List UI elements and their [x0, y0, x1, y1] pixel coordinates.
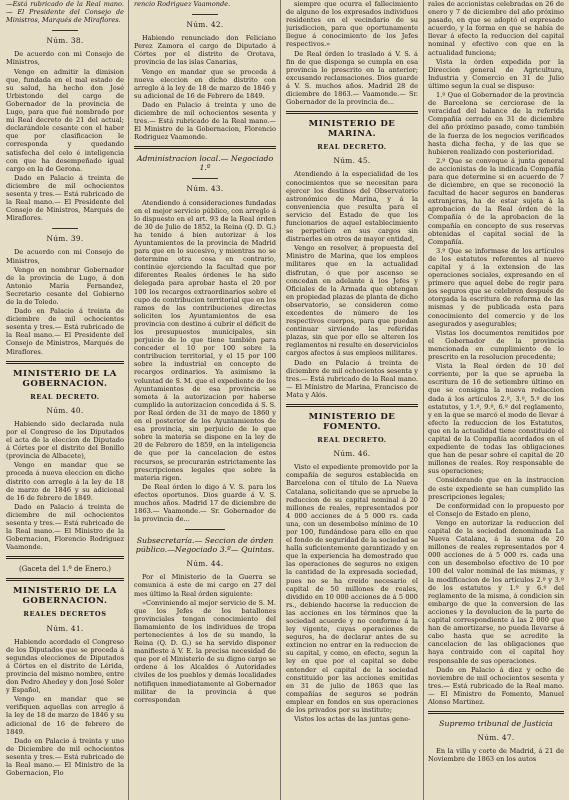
separator	[185, 529, 225, 530]
continued-line: rencio Rodriguez Vaamonde.	[134, 0, 231, 8]
separator	[192, 178, 218, 179]
section-heading: Supremo tribunal de Justicia	[439, 719, 553, 729]
section-rule	[428, 711, 564, 714]
column-4	[428, 0, 564, 800]
paragraph: En la villa y corte de Madrid, á 21 de Noviembre de 1863 en los autos	[428, 747, 564, 764]
paragraph: Vengo en resolver, á propuesta del Ministro de Marina, que los empleos militares que en la actualidad disfrutan, ó que por ascenso se concedan en adelante á los Jefes y Oficiales de la Armada que obtengan en propiedad plazas de planta de dicho observatorio, se consideren como excedentes de número de los respectivos cuerpos, para que puedan continuar sirviendo las referidas plazas, sin que por ello se alteren los reglamentos ni resulte en deserviciolos cargos afectos á sus empleos militares.	[286, 244, 418, 358]
paragraph: Vistos los actas de las juntas gene-	[294, 715, 411, 724]
paragraph: De Real órden lo digo á V. S. para los efectos oportunos. Dios guarde á V. S. muchos años. Madrid 17 de diciembre de 1863.— Vaamonde.— Sr. Gobernador de la provincia de...	[134, 482, 276, 524]
paragraph: Dado en Palacio á treinta de diciembre de mil ochocientos sesenta y tres.— Está rubricado de la Real mano.— El Ministro de la Gobernacion, Florencio Rodriguez Vaamonde.	[6, 502, 124, 552]
paragraph: Habiendo acordado el Congreso de los Diputados que se proceda á segundas elecciones de Diputados á Córtes en el distrito de Lérida, provincia del mismo nombre, entre don Pedro Ahedey y don José Soler y Español,	[6, 637, 124, 695]
column-1	[6, 0, 124, 800]
decree-number: Núm. 47.	[477, 733, 515, 743]
decree-number: Núm. 45.	[333, 156, 371, 166]
paragraph: 3.º Que se informase de los artículos de los estatutos referentes al nuevo capital y á la extension de las operaciones sociales, expresando en el primero que aquel debe de regir para los seguros que se celebren después de otorgada la escritura de reforma de las mismas y de publicada esta para conocimiento del comercio y de los asegurados y asegurables;	[428, 246, 564, 328]
paragraph: Considerando que en la instruccion de este expediente se han cumplido las prescripciones legales;	[428, 476, 564, 501]
decree-number: Núm. 44.	[186, 559, 224, 569]
paragraph: Vengo en mandar que se proceda á nueva eleccion en dicho distrito con arreglo á la ley de 18 de marzo de 1846 y su adicional de 16 de Febrero de 1849.	[134, 67, 276, 100]
section-rule	[286, 111, 418, 114]
paragraph: Dado en Palacio á treinta y uno de diciembre de mil ochocientos sesenta y tres.— Está rubricado de la Real mano.— El Ministro de la Gobernacion, Florencio Rodriguez Vaamonde.	[134, 100, 276, 142]
column-3	[286, 0, 418, 800]
paragraph: Vengo en mandar que se verifiquen aquellas con arreglo á la ley de 18 de marzo de 1846 y su adicional de 16 de febrero de 1849.	[6, 695, 124, 736]
paragraph: De conformidad con lo propuesto por el Consejo de Estado en pleno,	[428, 501, 564, 518]
real-decreto-heading: REAL DECRETO.	[30, 392, 100, 401]
separator	[52, 30, 78, 31]
paragraph: Dado en Palacio á diez y ocho de noviembre de mil ochocientos sesenta y tres.— Está rubricado de la Real mano.— El Ministro de Fomento, Manuel Alonso Martinez.	[428, 665, 564, 706]
paragraph: 1.º Que el Gobernador de la provincia de Barcelona se cerciorase de la veracidad del balance de la referida Compañía cerrado en 31 de diciembre del año próximo pasado, como también de la fuerza de los negocios verificados hasta dicha fecha, y de las que se hubieren realizado con posterioridad.	[428, 91, 564, 156]
paragraph: Habiendo renunciado don Feliciano Perez Zamora el cargo de Diputado á Córtes por el distrito de Orotava, provincia de las islas Canarias,	[134, 34, 276, 67]
decree-number: Núm. 39.	[46, 234, 84, 244]
decree-number: Núm. 40.	[46, 405, 84, 415]
section-heading: Subsecretaría.— Seccion de órden público.—Negociado 3.º— Quintas.	[135, 536, 275, 555]
paragraph: Por el Ministerio de la Guerra se comunica á este de mi cargo en 27 del mes último la Real órden siguiente:	[134, 573, 276, 598]
decree-number: Núm. 42.	[186, 20, 224, 30]
paragraph: Vista la órden expedida por la Direccion general de Agricultura, Industria y Comercio en 31 de Julio último segun la cual se dispuso:	[428, 57, 564, 90]
paragraph: De acuerdo con mi Consejo de Ministros,	[6, 248, 124, 265]
paragraph: Visto el expediente promovido por la compañía de seguros establecida en Barcelona con el título de La Nueva Catalana, solicitando que se apruebe la reduccion de su capital nominal á 20 millones de reales, representados por 4 000 acciones de á 5 000 rs. cada una, con un desembolso mínimo de 10 por 100, fundándose para ello en que el fondo de seguridad de la sociedad se halla suficientemente garantizado y en que la experiencia ha demostrado que las operaciones de seguros no exigen la cantidad de la expresada sociedad, pues no se ha creido necesario el capital de 50 millones de reales, dividido en 10 000 acciones de á 5 000 rs., debiendo hacerse la reduccion de las acciones en los términos que la sociedad acuerde y no conforme á la ley vigente, cuyas operaciones de seguros, ha de declarar antes de su extincion no entrar en la reduccion de su capital, y como, en efecto, segun la ley en que por el capital se debe entender el capital de la sociedad constituido por las acciones emitidas en 31 de julio de 1863 que las compañías de seguros se podrán emplear en fondos en sus operaciones de los privados por su instituto;	[286, 463, 418, 715]
column-divider	[280, 0, 281, 800]
decree-number: Núm. 38.	[46, 36, 84, 46]
real-decreto-heading: REAL DECRETO.	[317, 436, 387, 445]
section-rule	[6, 578, 124, 581]
paragraph: Vengo en autorizar la reduccion del capital de la sociedad denominada La Nueva Catalana, á la suma de 20 millones de reales representados por 4 000 acciones de á 5 000 rs. cada una con un desembolso efectivo de 10 por 100 del valor nominal de las mismas, y la modificacion de los artículos 2.º y 3.º de los estatutos y 1.º y 6.º del reglamento de la misma, á condicion sin embargo de que la conversion de las acciones y la devolucion de la parte de capital correspondiente á las 2 000 que han de amortizarse, no pueda llevarse á cabo hasta que se acredite la cancelacion de las obligaciones que haya contraido con el capital hoy responsable de sus operaciones.	[428, 518, 564, 665]
section-rule	[286, 404, 418, 407]
paragraph: Dado en Palacio á treinta de diciembre de mil ochocientos sesenta y tres.— Está rubricado de la Real mano.— El Ministro de Marina, Francisco de Mata y Alós.	[286, 358, 418, 399]
ministry-heading: MINISTERIO DE LA GOBERNACION.	[13, 586, 117, 607]
ministry-heading: MINISTERIO DE MARINA.	[308, 119, 396, 140]
paragraph: Habiendo sido declarada nula por el Congreso de los Diputados el acta de la eleccion de Diputado á Córtes por el distrito del Bonillo (provincia de Albacete),	[6, 419, 124, 461]
paragraph: Dado en Palacio á treinta de diciembre de mil ochocientos sesenta y tres.— Está rubricado de la Real mano.— El Presidente del Consejo de Ministros, Marqués de Miraflores.	[6, 307, 124, 356]
paragraph: rales de accionistas celebradas en 26 de enero y 7 de diciembre del año próximo pasado, en que se adoptó el expresado acuerdo, y la forma en que se había de llevar á efecto la reduccion del capital nominal y efectivo con que en la actualidad funciona;	[428, 0, 564, 57]
section-rule	[6, 556, 124, 559]
column-divider	[423, 0, 424, 800]
paragraph: Vista la Real órden de 10 del corriente, por la que se aprueba la escritura de 16 de setiembre último en que se consigna la nueva redaccion dada á los artículos 2.º, 3.º, 5.º de los estatutos, y 1.º, 9.º, 6.º del reglamento, y en la que se marcó el modo de llevar á efecto la reduccion de los Estatutos, que en la actualidad tiene constituido el capital de la Compañía acordados en el expediente de todas las obligaciones que han de pesar sobre el capital de 20 millones de reales. Roy responsable de sus operaciones;	[428, 362, 564, 476]
paragraph: «Conviniendo al mejor servicio de S. M. que los Jefes de los batallones provinciales tengan conocimiento del llamamiento de los individuos de tropa pertenecientes á los de su mando, la Reina (Q. D. G.) se ha servido disponer manifieste á V. E. la precisa necesidad de que por el Ministerio de su digno cargo se ordene á los Alcaldes ó Autoridades civiles de los pueblos y demás localidades notifiquen inmediatamente al Gobernador militar de la provincia á que correspondan	[134, 598, 276, 704]
paragraph: Vengo en mandar que se proceda á nueva eleccion en dicho distrito con arreglo á la ley de 18 de marzo de 1846 y su adicional de 16 de febrero de 1849.	[6, 461, 124, 502]
paragraph: Dado en Palacio á treinta y uno de Diciembre de mil ochocientos sesenta y tres.— Está rubricado de la Real mano.— El Ministro de la Gobernacion, Flo	[6, 736, 124, 778]
paragraph: Atendiendo á la especialidad de los conocimientos que se necesitan para ejercer los destinos del Observatorio astronómico de Marina, y á la conveniencia que resulta para el servicio del Estado de que los funcionarios de aquel establecimiento se perpetúen en sus cargos sin distraerles en otros de mayor entidad,	[286, 170, 418, 244]
paragraph: Atendiendo á consideraciones fundadas en el mejor servicio público, con arreglo á lo dispuesto en el art. 93 de la Real órden de 30 de Julio de 1852, la Reina (Q. D. G.) ha tenido á bien autorizar á los Ayuntamientos de la provincia de Madrid para que en lo sucesivo, y mientras no se determine otra cosa en contrario, continúe ejerciendo la facultad que por diferentes Reales órdenes le ha sido delegada para aprobar hasta el 20 por 100 los recargos extraordinarios sobre el cupo de contribucion territorial que en los ramos de las contribuciones directas soliciten los Ayuntamientos de esa provincia con destino á cubrir el déficit de los presupuestos municipales, sin perjuicio de lo que tiene también para conceder el 10 por 100 sobre la contribucion territorial, y el 15 por 100 sobre la industrial en concepto de recargos ordinarios. Ya asimismo la voluntad de S. M. que el expediente de los Ayuntamientos de esa provincia se someta á la autorizacion por haberse cumplido la autorizacion concedida á S. S. por Real órden de 31 de mayo de 1860 y en el posterior de los Ayuntamientos de esa provincia, sin perjuicio de lo que sobre la materia se dispone en la ley de 20 de Febrero de 1859, en la inteligencia de que por la cancelacion de estos recursos, se procurarán estrictamente las prescripciones legales que sobre la materia rigen.	[134, 198, 276, 482]
real-decreto-heading: REAL DECRETO.	[317, 143, 387, 152]
gaceta-note: (Gaceta del 1.º de Enero.)	[18, 565, 112, 574]
paragraph: 2.º Que se convoque á junta general de accionistas de la indicada Compañía para que determine si en acuerdo de 7 de diciembre, en que se reconoció la facultad de hacer seguros en banderas extranjeras, ha de estar sujeta á la aprobacion de la Real órden de la Compañía ó de la aprobacion de la compañía en concepto de sus reservas obtenidas el capital social de la Compañía.	[428, 156, 564, 246]
paragraph: Vengo en admitir la dimision que, fundada en el mal estado de su salud, ha hecho don José Urbistondo del cargo de Gobernador de la provincia de Lugo, para que fué nombrado por mi Real decreto de 21 del actual; declarándole cesante con el haber que por clasificacion le corresponda y quedando satisfecha del celo é inteligencia con que ha desempeñado igual cargo en la de Gerona.	[6, 67, 124, 173]
decree-number: Núm. 41.	[46, 623, 84, 633]
separator	[52, 228, 78, 229]
section-rule	[6, 361, 124, 364]
intro-line: —Está rubricado de la Real mano.— El Presidente del Consejo de Ministros, Marqués de Miraflores.	[6, 0, 124, 25]
separator	[192, 14, 218, 15]
column-divider	[128, 0, 129, 800]
section-rule	[134, 146, 276, 149]
decree-number: Núm. 43.	[186, 184, 224, 194]
paragraph: Vistas los documentos remitidos por el Gobernador de la provincia mencionada en cumplimiento de lo prescrito en la resolucion precedente;	[428, 328, 564, 362]
paragraph: Dado en Palacio á treinta de diciembre de mil ochocientos sesenta y tres.— Está rubricado de la Real mano.— El Presidente del Consejo de Ministros, Marqués de Miraflores.	[6, 173, 124, 223]
section-heading: Administracion local.— Negociado 1.º	[136, 154, 274, 173]
ministry-heading: MINISTERIO DE FOMENTO.	[308, 412, 396, 433]
ministry-heading: MINISTERIO DE LA GOBERNACION.	[13, 368, 117, 389]
reales-decretos-heading: REALES DECRETOS	[23, 610, 107, 619]
paragraph: De Real órden lo traslado á V. S. á fin de que disponga se cumpla en esa provincia lo prescrito en la anterior; excusando reclamaciones. Dios guarde á V. S. muchos años. Madrid 28 de diciembre de 1863.— Vaamonde.— Sr. Gobernador de la provincia de...	[286, 49, 418, 107]
column-2	[134, 0, 276, 800]
paragraph: siempre que ocurra el fallecimiento de alguno de los expresados individuos residentes en el vecindario de su jurisdiccion, para que oportunamente llegue á conocimiento de los Jefes respectivos.»	[286, 0, 418, 49]
paragraph: De acuerdo con mi Consejo de Ministros,	[6, 50, 124, 67]
paragraph: Vengo en nombrar Gobernador de la provincia de Lugo, á don Antonio María Fernandez, Secretario cesante del Gobierno de la de Toledo.	[6, 265, 124, 306]
decree-number: Núm. 46.	[333, 449, 371, 459]
